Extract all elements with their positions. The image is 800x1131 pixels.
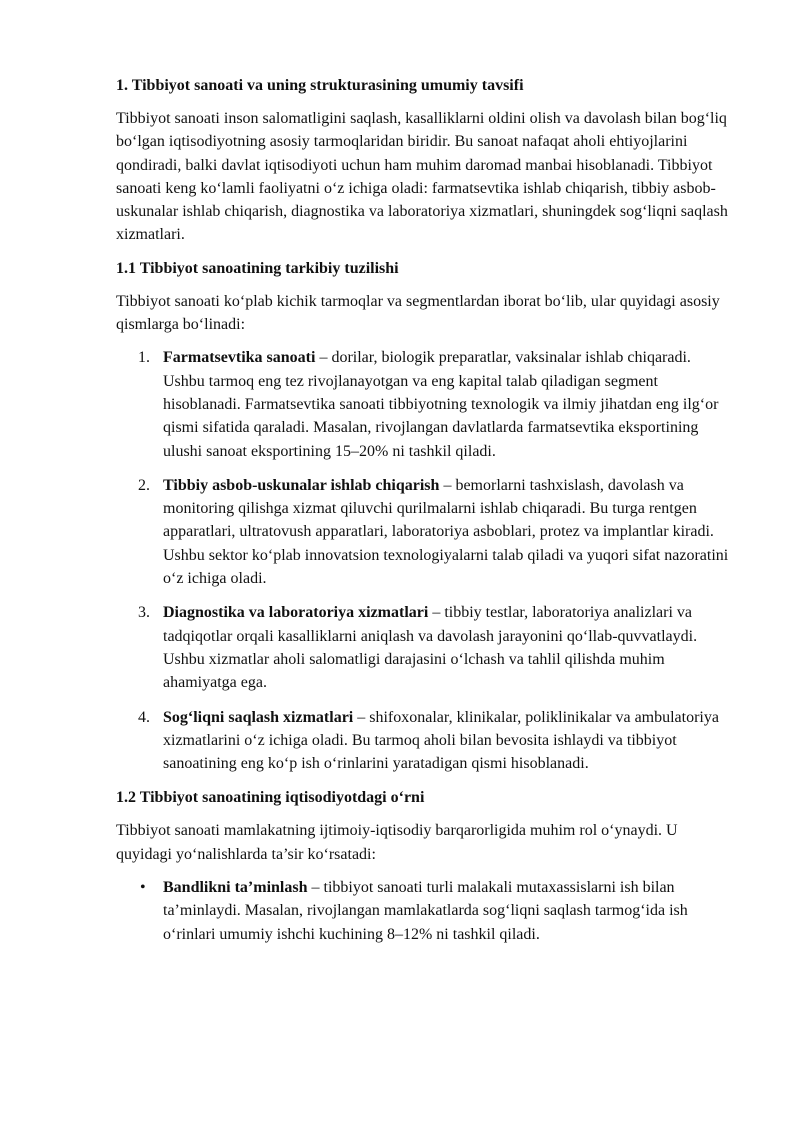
list-item-title: Sog‘liqni saqlash xizmatlari	[163, 708, 354, 726]
section-1-1-intro: Tibbiyot sanoati ko‘plab kichik tarmoqlar va segmentlardan iborat bo‘lib, ular quyidagi asosiy qismlarga bo‘linadi:	[116, 292, 720, 334]
bullet-item	[116, 876, 734, 946]
list-item	[116, 346, 734, 462]
list-item	[116, 601, 734, 694]
list-item-title: Tibbiy asbob-uskunalar ishlab chiqarish	[163, 476, 440, 494]
document-body	[116, 74, 734, 946]
list-item-number: 2.	[138, 476, 150, 494]
bullet-icon: •	[140, 879, 146, 897]
section-1-paragraph: Tibbiyot sanoati inson salomatligini saqlash, kasalliklarni oldini olish va davolash bilan bog‘liq bo‘lgan iqtisodiyotning asosiy tarmoqlaridan biridir. Bu sanoat nafaqat aholi ehtiyojlarini qondiradi, balki davlat iqtisodiyoti uchun ham muhim daromad manbai hisoblanadi. Tibbiyot sanoati keng ko‘lamli faoliyatni o‘z ichiga oladi: farmatsevtika ishlab chiqarish, tibbiy asbob-uskunalar ishlab chiqarish, diagnostika va laboratoriya xizmatlari, shuningdek sog‘liqni saqlash xizmatlari.	[116, 110, 728, 244]
list-item-text: – bemorlarni tashxislash, davolash va monitoring qilishga xizmat qiluvchi qurilmalarni ishlab chiqaradi. Bu turga rentgen apparatlari, ultratovush apparatlari, laboratoriya asboblari, protez va implantlar kiradi. Ushbu sektor ko‘plab innovatsion texnologiyalarni talab qiladi va yuqori sifat nazoratini o‘z ichiga oladi.	[163, 476, 729, 588]
section-heading-1-2: 1.2 Tibbiyot sanoatining iqtisodiyotdagi o‘rni	[116, 789, 425, 807]
list-item-title: Diagnostika va laboratoriya xizmatlari	[163, 604, 429, 622]
section-heading-1-1: 1.1 Tibbiyot sanoatining tarkibiy tuzilishi	[116, 259, 399, 277]
list-item	[116, 474, 734, 590]
bullet-item-text: – tibbiyot sanoati turli malakali mutaxassislarni ish bilan ta’minlaydi. Masalan, rivojlangan mamlakatlarda sog‘liqni saqlash tarmog‘ida ish o‘rinlari umumiy ishchi kuchining 8–12% ni tashkil qiladi.	[163, 879, 688, 943]
list-item-number: 1.	[138, 349, 150, 367]
section-1-2-intro: Tibbiyot sanoati mamlakatning ijtimoiy-iqtisodiy barqarorligida muhim rol o‘ynaydi. U quyidagi yo‘nalishlarda ta’sir ko‘rsatadi:	[116, 822, 678, 863]
list-item-text: – dorilar, biologik preparatlar, vaksinalar ishlab chiqaradi. Ushbu tarmoq eng tez rivojlanayotgan va eng kapital talab qiladigan segment hisoblanadi. Farmatsevtika sanoati tibbiyotning texnologik va ilmiy jihatdan eng ilg‘or qismi sifatida qaraladi. Masalan, rivojlangan davlatlarda farmatsevtika eksportining ulushi sanoat eksportining 15–20% ni tashkil qiladi.	[163, 349, 719, 460]
list-item-number: 3.	[138, 604, 150, 622]
section-heading-1: 1. Tibbiyot sanoati va uning strukturasining umumiy tavsifi	[116, 77, 524, 94]
bullet-item-title: Bandlikni ta’minlash	[163, 879, 308, 897]
list-item-text: – shifoxonalar, klinikalar, poliklinikalar va ambulatoriya xizmatlarini o‘z ichiga oladi. Bu tarmoq aholi bilan bevosita ishlaydi va tibbiyot sanoatining eng ko‘p ish o‘rinlarini yaratadigan qismi hisoblanadi.	[163, 708, 719, 773]
bullet-list	[116, 876, 734, 946]
list-item-title: Farmatsevtika sanoati	[163, 349, 316, 367]
list-item-number: 4.	[138, 708, 150, 726]
numbered-list	[116, 346, 734, 775]
list-item	[116, 706, 734, 776]
list-item-text: – tibbiy testlar, laboratoriya analizlari va tadqiqotlar orqali kasalliklarni aniqlash va davolash jarayonini qo‘llab-quvvatlaydi. Ushbu xizmatlar aholi salomatligi darajasini o‘lchash va tahlil qilishda muhim ahamiyatga ega.	[163, 604, 698, 692]
